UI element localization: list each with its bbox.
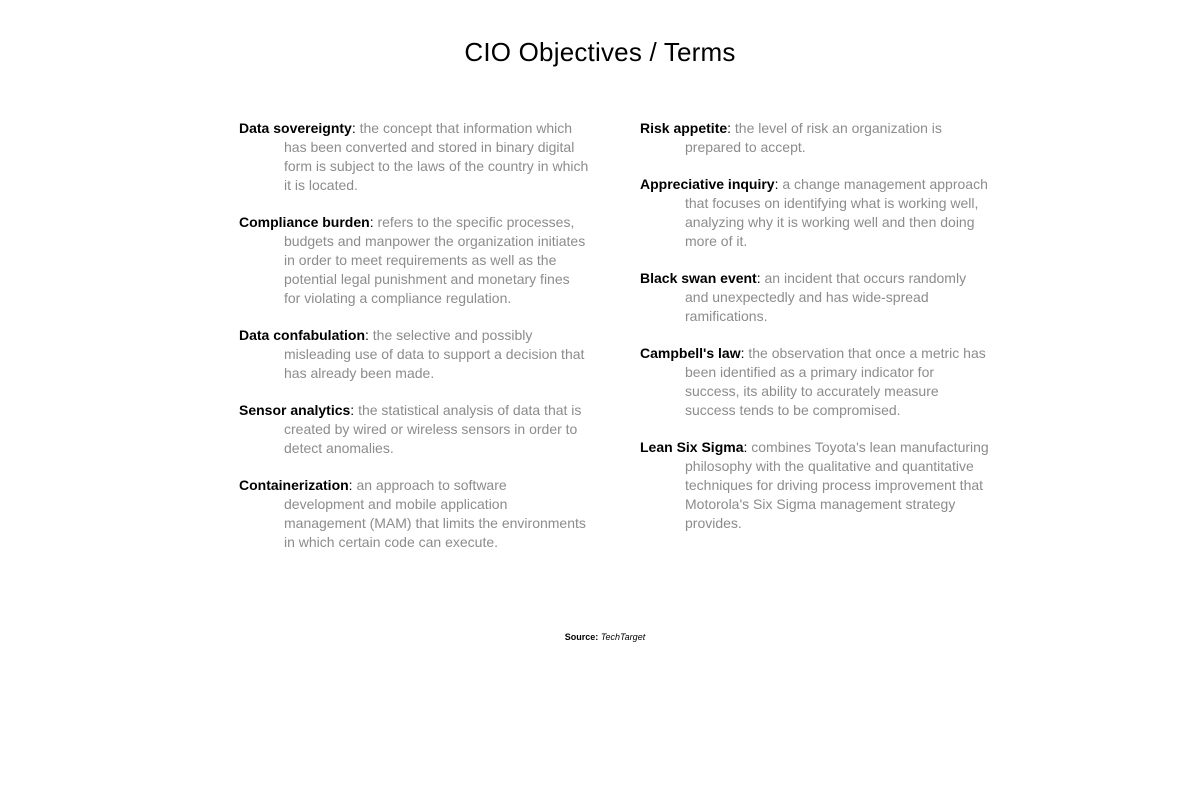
term-name: Campbell's law [640,345,741,361]
term-entry: Risk appetite: the level of risk an organization is prepared to accept. [640,120,942,155]
page-title: CIO Objectives / Terms [464,37,736,67]
term-name: Containerization [239,477,349,493]
term-definition: an approach to software development and mobile application management (MAM) that limits the environments in which certain code can execute. [284,477,586,550]
term-definition: refers to the specific processes, budgets and manpower the organization initiates in order to meet requirements as well as the potential legal punishment and monetary fines for violating a compliance regulation. [284,214,586,306]
term-name: Compliance burden [239,214,370,230]
term-name: Lean Six Sigma [640,439,744,455]
term-definition: a change management approach that focuses on identifying what is working well, analyzing why it is working well and then doing more of it. [685,176,988,249]
term-definition: an incident that occurs randomly and unexpectedly and has wide-spread ramifications. [685,270,967,324]
term-entry: Data confabulation: the selective and possibly misleading use of data to support a decision that has already been made. [239,327,585,381]
source-value: TechTarget [600,632,646,642]
term-definition: the level of risk an organization is prepared to accept. [685,120,942,155]
term-name: Black swan event [640,270,757,286]
term-name: Sensor analytics [239,402,351,418]
term-definition: the selective and possibly misleading use of data to support a decision that has already been made. [284,327,585,381]
term-entry: Sensor analytics: the statistical analysis of data that is created by wired or wireless sensors in order to detect anomalies. [239,402,582,456]
terms-column-left [239,119,589,570]
source-credit [0,631,1200,643]
term-entry: Black swan event: an incident that occurs randomly and unexpectedly and has wide-spread ramifications. [640,270,967,324]
source-label: Source: [564,632,599,642]
term-name: Data sovereignty [239,120,352,136]
term-entry: Appreciative inquiry: a change management approach that focuses on identifying what is working well, analyzing why it is working well and then doing more of it. [640,176,988,249]
term-name: Data confabulation [239,327,366,343]
term-entry: Lean Six Sigma: combines Toyota's lean manufacturing philosophy with the qualitative and quantitative techniques for driving process improvement that Motorola's Six Sigma management strategy provides. [640,439,989,531]
term-definition: the concept that information which has been converted and stored in binary digital form is subject to the laws of the country in which it is located. [284,120,589,193]
term-entry: Containerization: an approach to software development and mobile application management (MAM) that limits the environments in which certain code can execute. [239,477,586,550]
term-name: Risk appetite [640,120,728,136]
term-name: Appreciative inquiry [640,176,775,192]
term-definition: the statistical analysis of data that is created by wired or wireless sensors in order to detect anomalies. [284,402,582,456]
term-definition: combines Toyota's lean manufacturing philosophy with the qualitative and quantitative techniques for driving process improvement that Motorola's Six Sigma management strategy provides. [685,439,989,531]
term-entry: Campbell's law: the observation that once a metric has been identified as a primary indicator for success, its ability to accurately measure success tends to be compromised. [640,345,986,418]
term-entry: Compliance burden: refers to the specific processes, budgets and manpower the organization initiates in order to meet requirements as well as the potential legal punishment and monetary fines for violating a compliance regulation. [239,214,586,306]
term-entry: Data sovereignty: the concept that information which has been converted and stored in binary digital form is subject to the laws of the country in which it is located. [239,120,589,193]
terms-column-right [640,119,990,551]
term-definition: the observation that once a metric has been identified as a primary indicator for success, its ability to accurately measure success tends to be compromised. [685,345,986,418]
